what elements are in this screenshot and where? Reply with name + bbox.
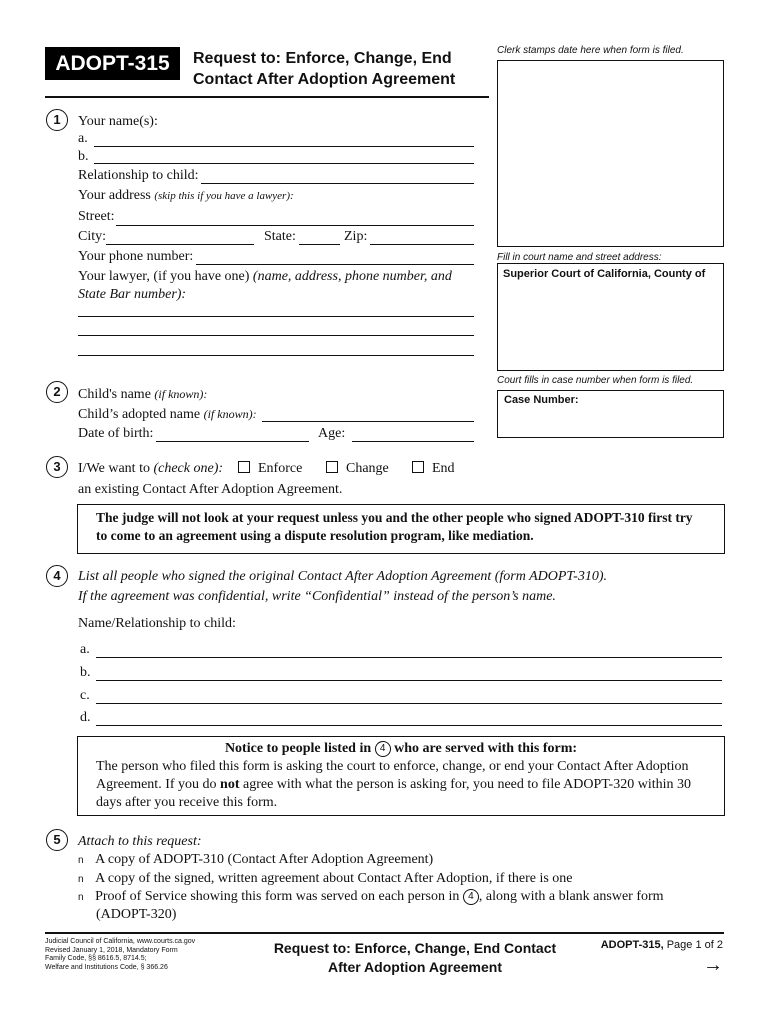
lawyer-field-1[interactable] [78,316,474,317]
attachment-ref-4: 4 [463,889,479,905]
address-label [78,187,294,205]
age-label: Age: [318,426,346,441]
clerk-stamp-box[interactable] [497,60,724,247]
section-1-number: 1 [46,109,68,131]
signer-d-label: d. [80,710,91,725]
notice-line-2-bold: not [220,777,240,792]
lawyer-label [78,268,478,304]
footer-page-number: Page 1 of 2 [666,939,723,951]
age-field[interactable] [352,441,474,442]
lawyer-note1: (name, address, phone number, and [252,269,452,284]
lawyer-note2: State Bar number): [78,287,187,302]
court-name-label: Fill in court name and street address: [497,252,662,263]
existing-agreement-text: an existing Contact After Adoption Agreement. [78,482,343,497]
dob-label: Date of birth: [78,426,154,441]
bullet-1: n [78,855,84,866]
dob-field[interactable] [156,441,309,442]
state-field[interactable] [299,244,340,245]
signer-b-label: b. [80,665,91,680]
enforce-checkbox[interactable] [238,461,250,473]
phone-label: Your phone number: [78,249,194,264]
attach-label: Attach to this request: [78,834,202,849]
warning-line-1: The judge will not look at your request unless you and the other people who signed ADOPT-310 first try [96,510,693,525]
childs-name-text: Child's name [78,387,151,402]
change-checkbox[interactable] [326,461,338,473]
street-field[interactable] [116,225,474,226]
name-relationship-label: Name/Relationship to child: [78,616,236,631]
notice-line-2-post: agree with what the person is asking for, you need to file ADOPT-320 within 30 [242,777,691,792]
case-number-box[interactable] [497,390,724,438]
childs-name-note: (if known): [154,387,208,401]
signer-d-field[interactable] [96,725,722,726]
notice-title-post: who are served with this form: [394,741,578,756]
mediation-warning-box [77,504,725,554]
clerk-stamp-label: Clerk stamps date here when form is filed. [497,45,684,56]
case-number-note: Court fills in case number when form is filed. [497,375,694,386]
name-b-label: b. [78,149,89,164]
attachment-3-line2: (ADOPT-320) [96,907,177,922]
court-name-box[interactable] [497,263,724,371]
attachment-item-3 [78,888,664,907]
section-2-number: 2 [46,381,68,403]
childs-name-label [78,385,207,404]
notice-line-2-pre: Agreement. If you do [96,777,217,792]
lawyer-field-2[interactable] [78,335,474,336]
notice-ref-4: 4 [375,741,391,757]
warning-line-2: to come to an agreement using a dispute resolution program, like mediation. [96,528,534,543]
relationship-label: Relationship to child: [78,168,199,183]
adopted-name-note: (if known): [203,407,257,421]
signer-c-field[interactable] [96,703,722,704]
footer-title-1: Request to: Enforce, Change, End Contact [273,940,557,956]
instr-line-1: List all people who signed the original Contact After Adoption Agreement (form ADOPT-310). [78,569,607,584]
lawyer-text: Your lawyer, (if you have one) [78,269,250,284]
enforce-label: Enforce [258,461,303,476]
footer-rule [45,932,724,934]
option-change[interactable] [326,460,389,478]
next-page-arrow-icon[interactable]: → [703,954,723,976]
attachment-3-pre: Proof of Service showing this form was served on each person in [95,889,460,904]
change-label: Change [346,461,389,476]
notice-line-2 [96,776,724,794]
bullet-3: n [78,892,84,903]
city-field[interactable] [106,244,254,245]
attachment-1-text: A copy of ADOPT-310 (Contact After Adoption Agreement) [95,852,434,867]
notice-box [77,736,725,816]
your-names-label: Your name(s): [78,114,158,129]
address-text: Your address [78,188,151,203]
notice-body [78,758,724,812]
name-b-field[interactable] [94,163,474,164]
section4-instructions [78,568,607,606]
address-note: (skip this if you have a lawyer): [154,190,294,202]
signer-b-field[interactable] [96,680,722,681]
section-4-number: 4 [46,565,68,587]
signer-a-field[interactable] [96,657,722,658]
adopted-name-label [78,405,257,424]
want-to-label [78,460,223,478]
adopted-name-text: Child’s adopted name [78,407,201,422]
footer-legal [45,938,195,972]
header-rule [45,96,489,98]
footer-title-2: After Adoption Agreement [328,959,502,975]
footer-legal-2: Revised January 1, 2018, Mandatory Form [45,946,178,954]
want-to-text: I/We want to [78,461,150,476]
attachment-item-1 [78,851,433,870]
end-label: End [432,461,455,476]
section-3-number: 3 [46,456,68,478]
name-a-label: a. [78,131,88,146]
notice-title [78,740,724,758]
form-title [193,48,455,90]
footer-page-info [601,939,723,951]
end-checkbox[interactable] [412,461,424,473]
name-a-field[interactable] [94,146,474,147]
notice-title-pre: Notice to people listed in [224,741,372,756]
footer-title [240,939,590,977]
zip-label: Zip: [344,229,368,244]
lawyer-field-3[interactable] [78,355,474,356]
footer-legal-3: Family Code, §§ 8616.5, 8714.5; [45,955,147,962]
form-title-line2: Contact After Adoption Agreement [193,71,456,88]
form-title-line1: Request to: Enforce, Change, End [193,50,452,67]
bullet-2: n [78,874,84,885]
form-id-badge: ADOPT-315 [45,47,180,80]
notice-line-1: The person who filed this form is asking the court to enforce, change, or end your Contact After Adoption [96,759,689,774]
court-heading: Superior Court of California, County of [503,268,706,280]
street-label: Street: [78,209,115,224]
relationship-field[interactable] [201,183,474,184]
attachment-item-2 [78,870,573,889]
phone-field[interactable] [196,264,474,265]
state-label: State: [264,229,296,244]
case-number-label: Case Number: [504,394,579,406]
adopted-name-field[interactable] [262,421,474,422]
signer-a-label: a. [80,642,90,657]
attachment-2-text: A copy of the signed, written agreement about Contact After Adoption, if there is one [95,871,573,886]
option-enforce[interactable] [238,460,302,478]
footer-form-id: ADOPT-315, [600,939,664,951]
footer-legal-4: Welfare and Institutions Code, § 366.26 [45,963,168,971]
attachment-3-post: , along with a blank answer form [478,889,664,904]
zip-field[interactable] [370,244,474,245]
instr-line-2: If the agreement was confidential, write “Confidential” instead of the person’s name. [78,589,556,604]
want-to-note: (check one): [153,461,224,476]
option-end[interactable] [412,460,455,478]
city-label: City: [78,229,107,244]
signer-c-label: c. [80,688,90,703]
notice-line-3: days after you receive this form. [96,795,278,810]
footer-legal-1: Judicial Council of California, www.courts.ca.gov [45,938,196,945]
section-5-number: 5 [46,829,68,851]
